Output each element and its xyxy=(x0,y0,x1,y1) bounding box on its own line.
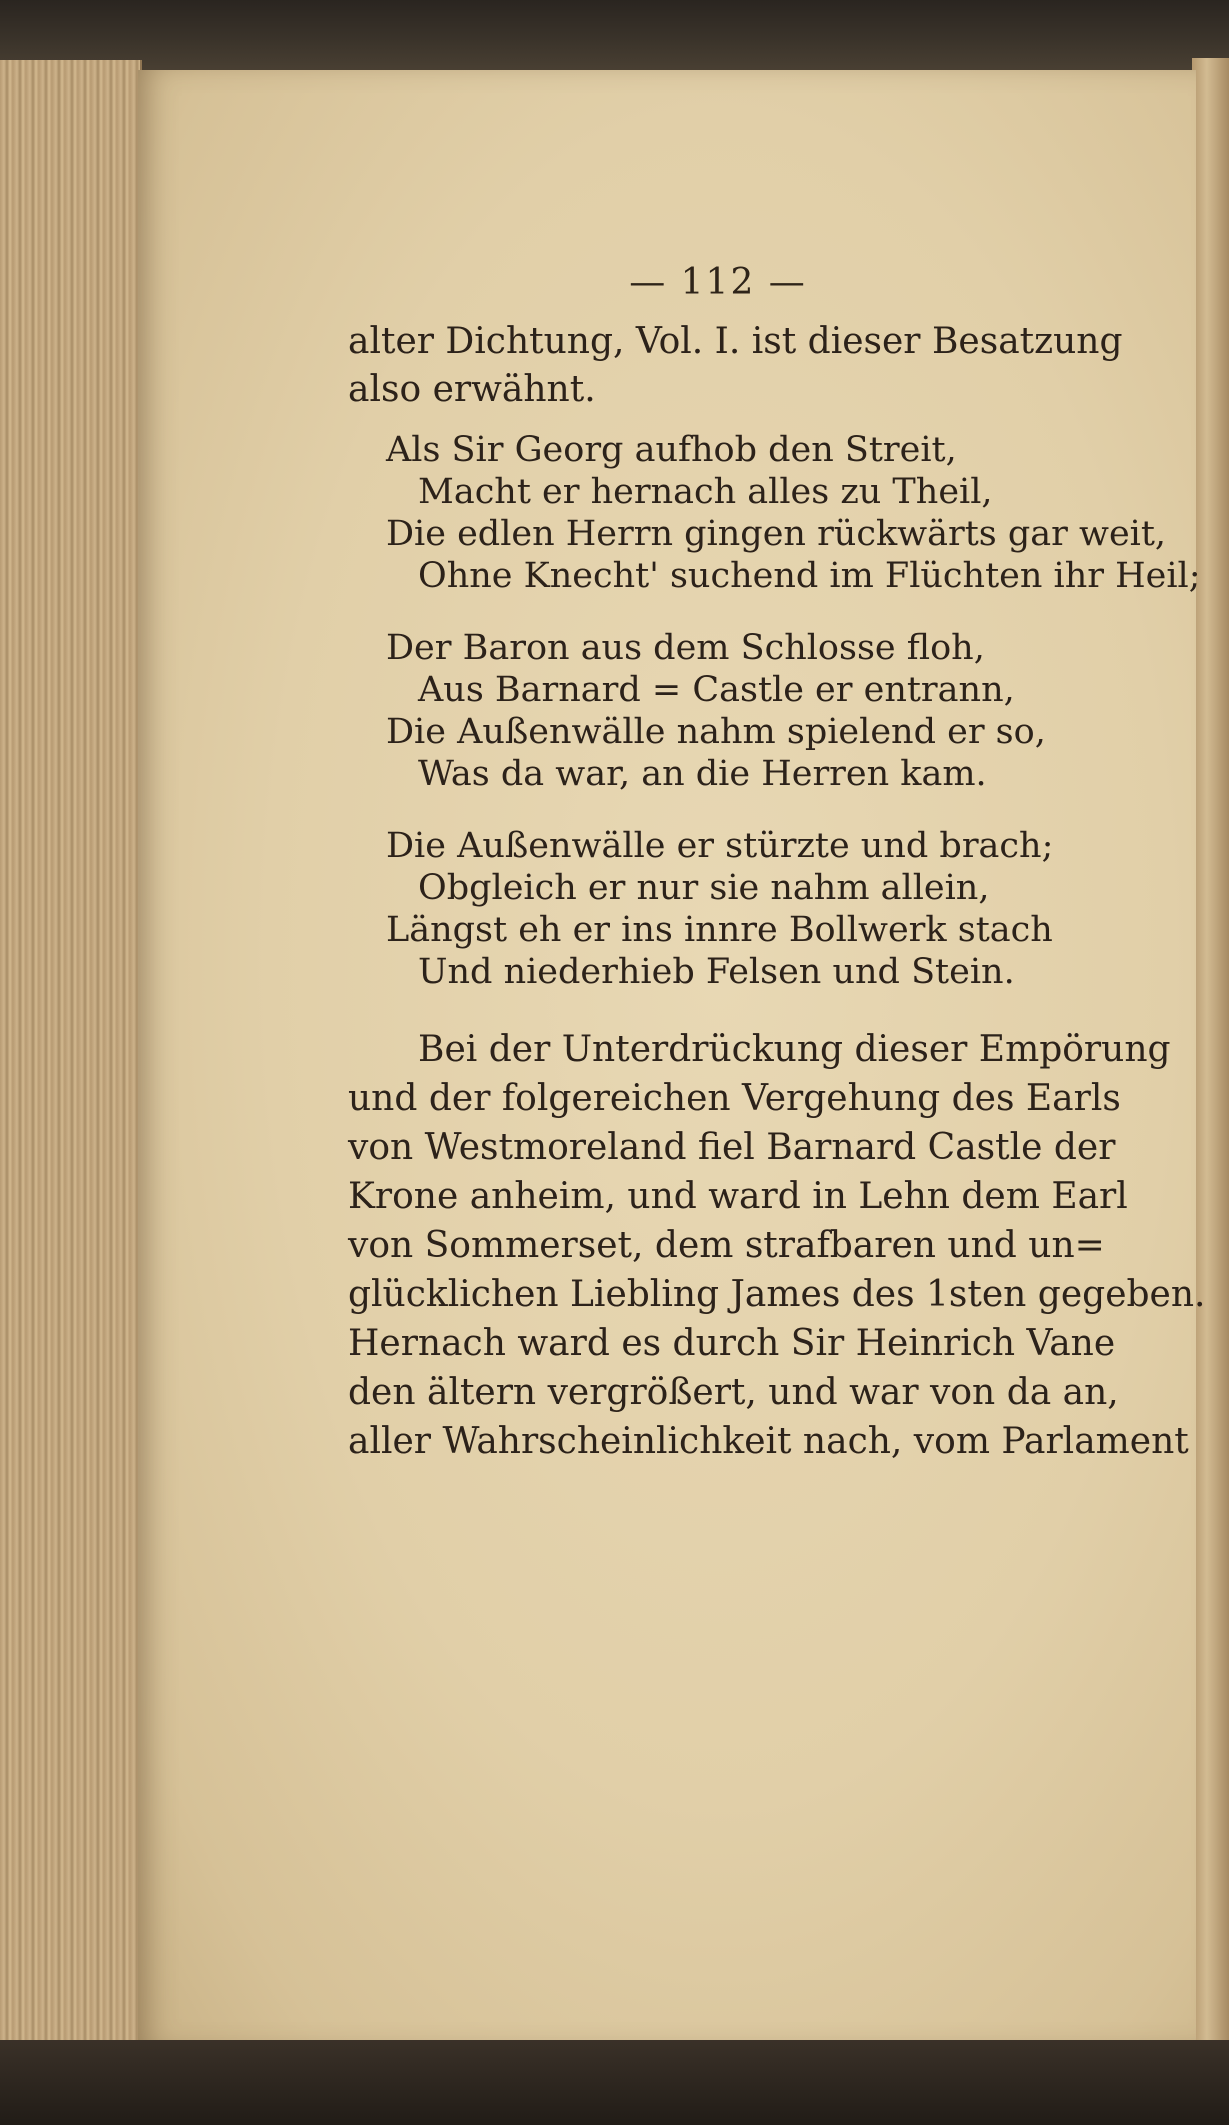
paragraph-line: den ältern vergrößert, und war von da an, xyxy=(348,1372,1119,1413)
verse-line: Und niederhieb Felsen und Stein. xyxy=(418,952,1015,992)
paragraph-line: Hernach ward es durch Sir Heinrich Vane xyxy=(348,1323,1116,1364)
paragraph-line: aller Wahrscheinlichkeit nach, vom Parlament xyxy=(348,1421,1189,1462)
page-number: — 112 — xyxy=(629,262,807,303)
paragraph-line: Bei der Unterdrückung dieser Empörung xyxy=(418,1029,1171,1070)
paragraph-line: Krone anheim, und ward in Lehn dem Earl xyxy=(348,1176,1128,1217)
verse-line: Aus Barnard = Castle er entrann, xyxy=(418,670,1015,710)
facing-page-edge xyxy=(1192,58,1229,2048)
verse-line: Die Außenwälle er stürzte und brach; xyxy=(386,826,1054,866)
intro-line: also erwähnt. xyxy=(348,369,596,410)
verse-line: Macht er hernach alles zu Theil, xyxy=(418,472,993,512)
paragraph-line: und der folgereichen Vergehung des Earls xyxy=(348,1078,1121,1119)
verse-line: Was da war, an die Herren kam. xyxy=(418,754,987,794)
page-stack-edge xyxy=(0,60,142,2050)
paragraph-line: von Sommerset, dem strafbaren und un= xyxy=(348,1225,1105,1266)
book-top-edge xyxy=(0,0,1229,72)
paragraph-line: von Westmoreland fiel Barnard Castle der xyxy=(348,1127,1116,1168)
verse-line: Die Außenwälle nahm spielend er so, xyxy=(386,712,1046,752)
verse-line: Ohne Knecht' suchend im Flüchten ihr Heil; xyxy=(418,556,1201,596)
verse-line: Längst eh er ins innre Bollwerk stach xyxy=(386,910,1053,950)
verse-line: Die edlen Herrn gingen rückwärts gar weit, xyxy=(386,514,1167,554)
paragraph-line: glücklichen Liebling James des 1sten gegeben. xyxy=(348,1274,1206,1315)
book-bottom-edge xyxy=(0,2040,1229,2125)
book-page xyxy=(138,70,1206,2045)
intro-line: alter Dichtung, Vol. I. ist dieser Besatzung xyxy=(348,321,1123,362)
verse-line: Der Baron aus dem Schlosse floh, xyxy=(386,628,985,668)
verse-line: Obgleich er nur sie nahm allein, xyxy=(418,868,990,908)
verse-line: Als Sir Georg aufhob den Streit, xyxy=(386,430,957,470)
